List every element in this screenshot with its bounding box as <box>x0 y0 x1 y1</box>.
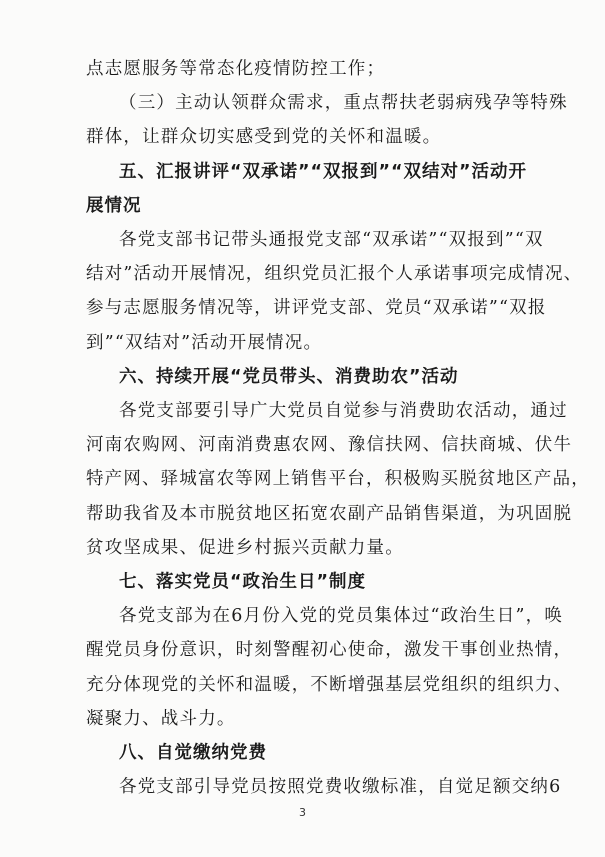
section-heading: 五、汇报讲评“双承诺”“双报到”“双结对”活动开 <box>119 161 528 182</box>
page-number: 3 <box>299 806 306 819</box>
body-text-line: 参与志愿服务情况等，讲评党支部、党员“双承诺”“双报 <box>86 298 547 319</box>
body-text-line: 充分体现党的关怀和温暖，不断增强基层党组织的组织力、 <box>86 674 573 695</box>
body-text-line: 特产网、驿城富农等网上销售平台，积极购买脱贫地区产品， <box>86 469 590 490</box>
body-text-line: 帮助我省及本市脱贫地区拓宽农副产品销售渠道，为巩固脱 <box>86 503 573 524</box>
body-text-line: 凝聚力、战斗力。 <box>86 708 236 729</box>
body-text-line: 醒党员身份意识，时刻警醒初心使命，激发干事创业热情， <box>86 640 573 661</box>
body-text-line: 各党支部引导党员按照党费收缴标准，自觉足额交纳6 <box>119 777 562 798</box>
section-heading: 八、自觉缴纳党费 <box>119 743 267 763</box>
body-text-line: 贫攻坚成果、促进乡村振兴贡献力量。 <box>86 537 404 558</box>
section-heading: 七、落实党员“政治生日”制度 <box>119 572 367 592</box>
body-text-line: 各党支部为在6月份入党的党员集体过“政治生日”，唤 <box>119 606 564 627</box>
body-text-line: 河南农购网、河南消费惠农网、豫信扶网、信扶商城、伏牛 <box>86 435 573 456</box>
body-text-line: 结对”活动开展情况，组织党员汇报个人承诺事项完成情况、 <box>86 264 583 285</box>
body-text-line: 点志愿服务等常态化疫情防控工作； <box>86 59 386 79</box>
body-text-line: 到”“双结对”活动开展情况。 <box>86 332 323 353</box>
section-heading: 六、持续开展“党员带头、消费助农”活动 <box>119 366 459 387</box>
body-text-line: 各党支部要引导广大党员自觉参与消费助农活动，通过 <box>119 401 568 421</box>
body-text-line: 群体，让群众切实感受到党的关怀和温暖。 <box>86 127 442 148</box>
body-text-line: 各党支部书记带头通报党支部“双承诺”“双报到”“双 <box>119 230 544 250</box>
section-heading: 展情况 <box>86 195 142 216</box>
body-text-line: （三）主动认领群众需求，重点帮扶老弱病残孕等特殊 <box>119 93 568 114</box>
